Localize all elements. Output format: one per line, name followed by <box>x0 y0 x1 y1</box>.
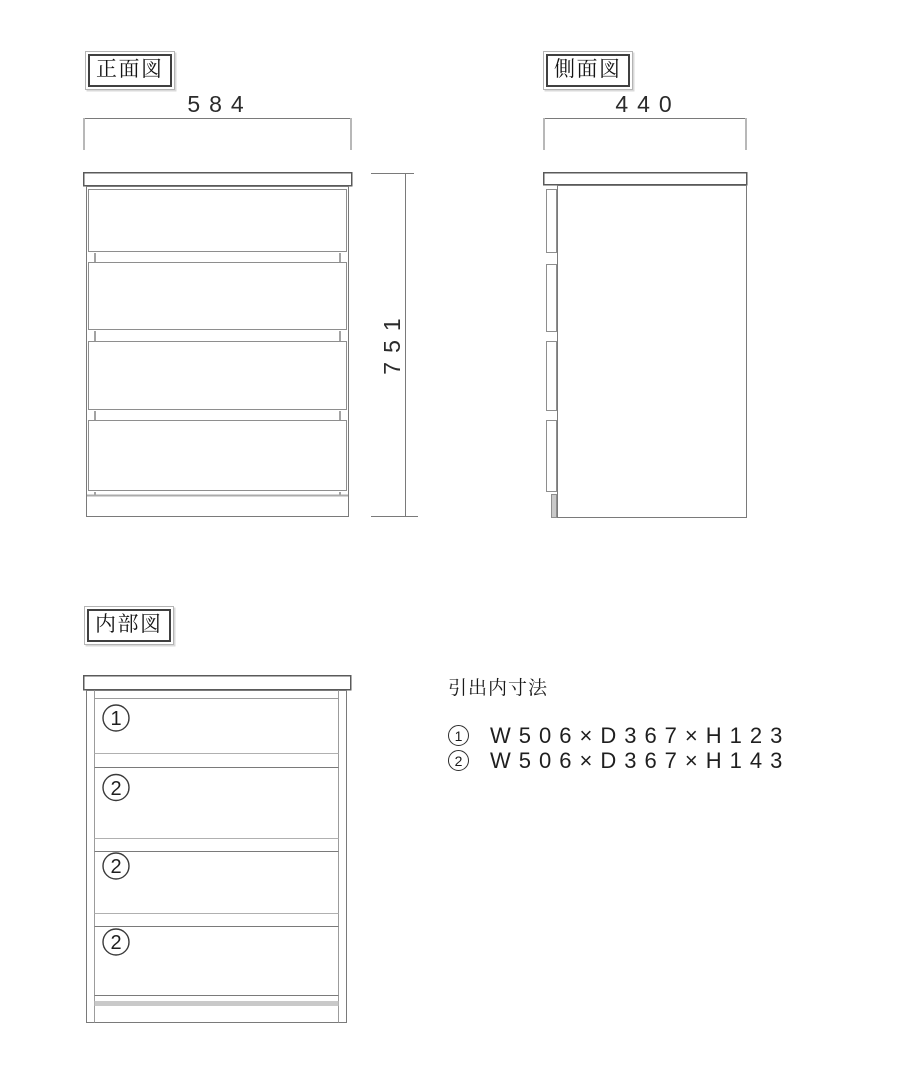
internal-top-panel <box>84 676 351 690</box>
side-view-label <box>543 51 633 90</box>
drawer-spec-block <box>448 673 790 773</box>
front-view-label-text: 正面図 <box>88 54 172 87</box>
internal-base-band <box>95 1001 339 1006</box>
front-view <box>83 91 418 517</box>
compartment-4-number: 2 <box>110 932 122 954</box>
side-top-panel <box>544 173 747 185</box>
circled-number-2: 2 <box>448 750 469 771</box>
side-drawer-edge-1 <box>547 190 557 253</box>
side-drawer-edge-2 <box>547 265 557 332</box>
front-drawer-1 <box>89 190 347 252</box>
side-foot <box>552 495 557 518</box>
spec-text-2: W506×D367×H143 <box>490 747 791 773</box>
spec-text-1: W506×D367×H123 <box>490 722 791 748</box>
compartment-2-number: 2 <box>110 778 122 800</box>
internal-view <box>84 676 351 1023</box>
spec-row-2 <box>448 748 790 773</box>
front-height-value: 751 <box>379 309 405 375</box>
front-top-panel <box>84 173 352 186</box>
internal-view-label-text: 内部図 <box>87 609 171 642</box>
front-drawer-2 <box>89 263 347 330</box>
side-drawer-edge-3 <box>547 342 557 411</box>
front-drawer-4 <box>89 421 347 491</box>
side-panel <box>558 186 747 518</box>
circled-number-1: 1 <box>448 725 469 746</box>
front-view-label <box>85 51 175 90</box>
spec-title: 引出内寸法 <box>448 678 549 699</box>
side-view-label-text: 側面図 <box>546 54 630 87</box>
spec-row-1 <box>448 723 790 748</box>
compartment-3-number: 2 <box>110 856 122 878</box>
side-depth-value: 440 <box>615 91 681 117</box>
internal-view-label <box>84 606 174 645</box>
compartment-1-number: 1 <box>110 708 122 730</box>
side-view <box>543 91 747 518</box>
side-drawer-edge-4 <box>547 421 557 492</box>
front-drawer-3 <box>89 342 347 410</box>
front-width-value: 584 <box>187 91 253 117</box>
